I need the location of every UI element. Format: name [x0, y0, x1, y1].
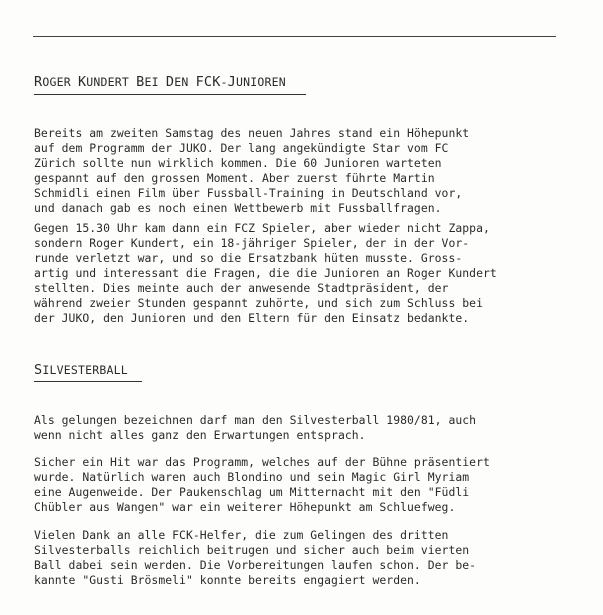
section-title-roger-kundert	[34, 75, 286, 89]
title-text: SILVESTERBALL	[34, 362, 128, 378]
paragraph: Sicher ein Hit war das Programm, welches auf der Bühne präsentiert wurde. Natürlich waren auch Blondino und sein Magic Girl Myriam eine Augenweide. Der Paukenschlag um Mitternacht mit den "Füdli Chübler aus Wangen" war ein weiterer Höhepunkt am Schluefweg.	[34, 455, 490, 514]
paragraph: Gegen 15.30 Uhr kam dann ein FCZ Spieler, aber wieder nicht Zappa, sondern Roger Kundert, ein 18-jähriger Spieler, der in der Vor- runde verletzt war, und so die Ersatzbank hüten musste. Gross- artig und interessant die Fragen, die die Junioren an Roger Kundert stellten. Dies meinte auch der anwesende Stadtpräsident, der während zweier Stunden gespannt zuhörte, und sich zum Schluss bei der JUKO, den Junioren und den Eltern für den Einsatz bedankte.	[34, 221, 497, 325]
title-underline	[34, 94, 306, 95]
title-text: ROGER KUNDERT BEI DEN FCK-JUNIOREN	[34, 74, 286, 90]
title-underline	[34, 381, 142, 382]
top-rule	[33, 36, 556, 37]
section-title-silvesterball	[34, 363, 128, 377]
paragraph: Vielen Dank an alle FCK-Helfer, die zum Gelingen des dritten Silvesterballs reichlich beitrugen und sicher auch beim vierten Ball dabei sein werden. Die Vorbereitungen laufen schon. Der be- kannte "Gusti Brösmeli" konnte bereits engagiert werden.	[34, 528, 477, 587]
paragraph: Als gelungen bezeichnen darf man den Silvesterball 1980/81, auch wenn nicht alles ganz den Erwartungen entsprach.	[34, 413, 477, 442]
paragraph: Bereits am zweiten Samstag des neuen Jahres stand ein Höhepunkt auf dem Programm der JUKO. Der lang angekündigte Star vom FC Zürich sollte nun wirklich kommen. Die 60 Junioren warteten gespannt auf den grossen Moment. Aber zuerst führte Martin Schmidli einen Film über Fussball-Training in Deutschland vor, und danach gab es noch einen Wettbewerb mit Fussballfragen.	[34, 126, 470, 215]
